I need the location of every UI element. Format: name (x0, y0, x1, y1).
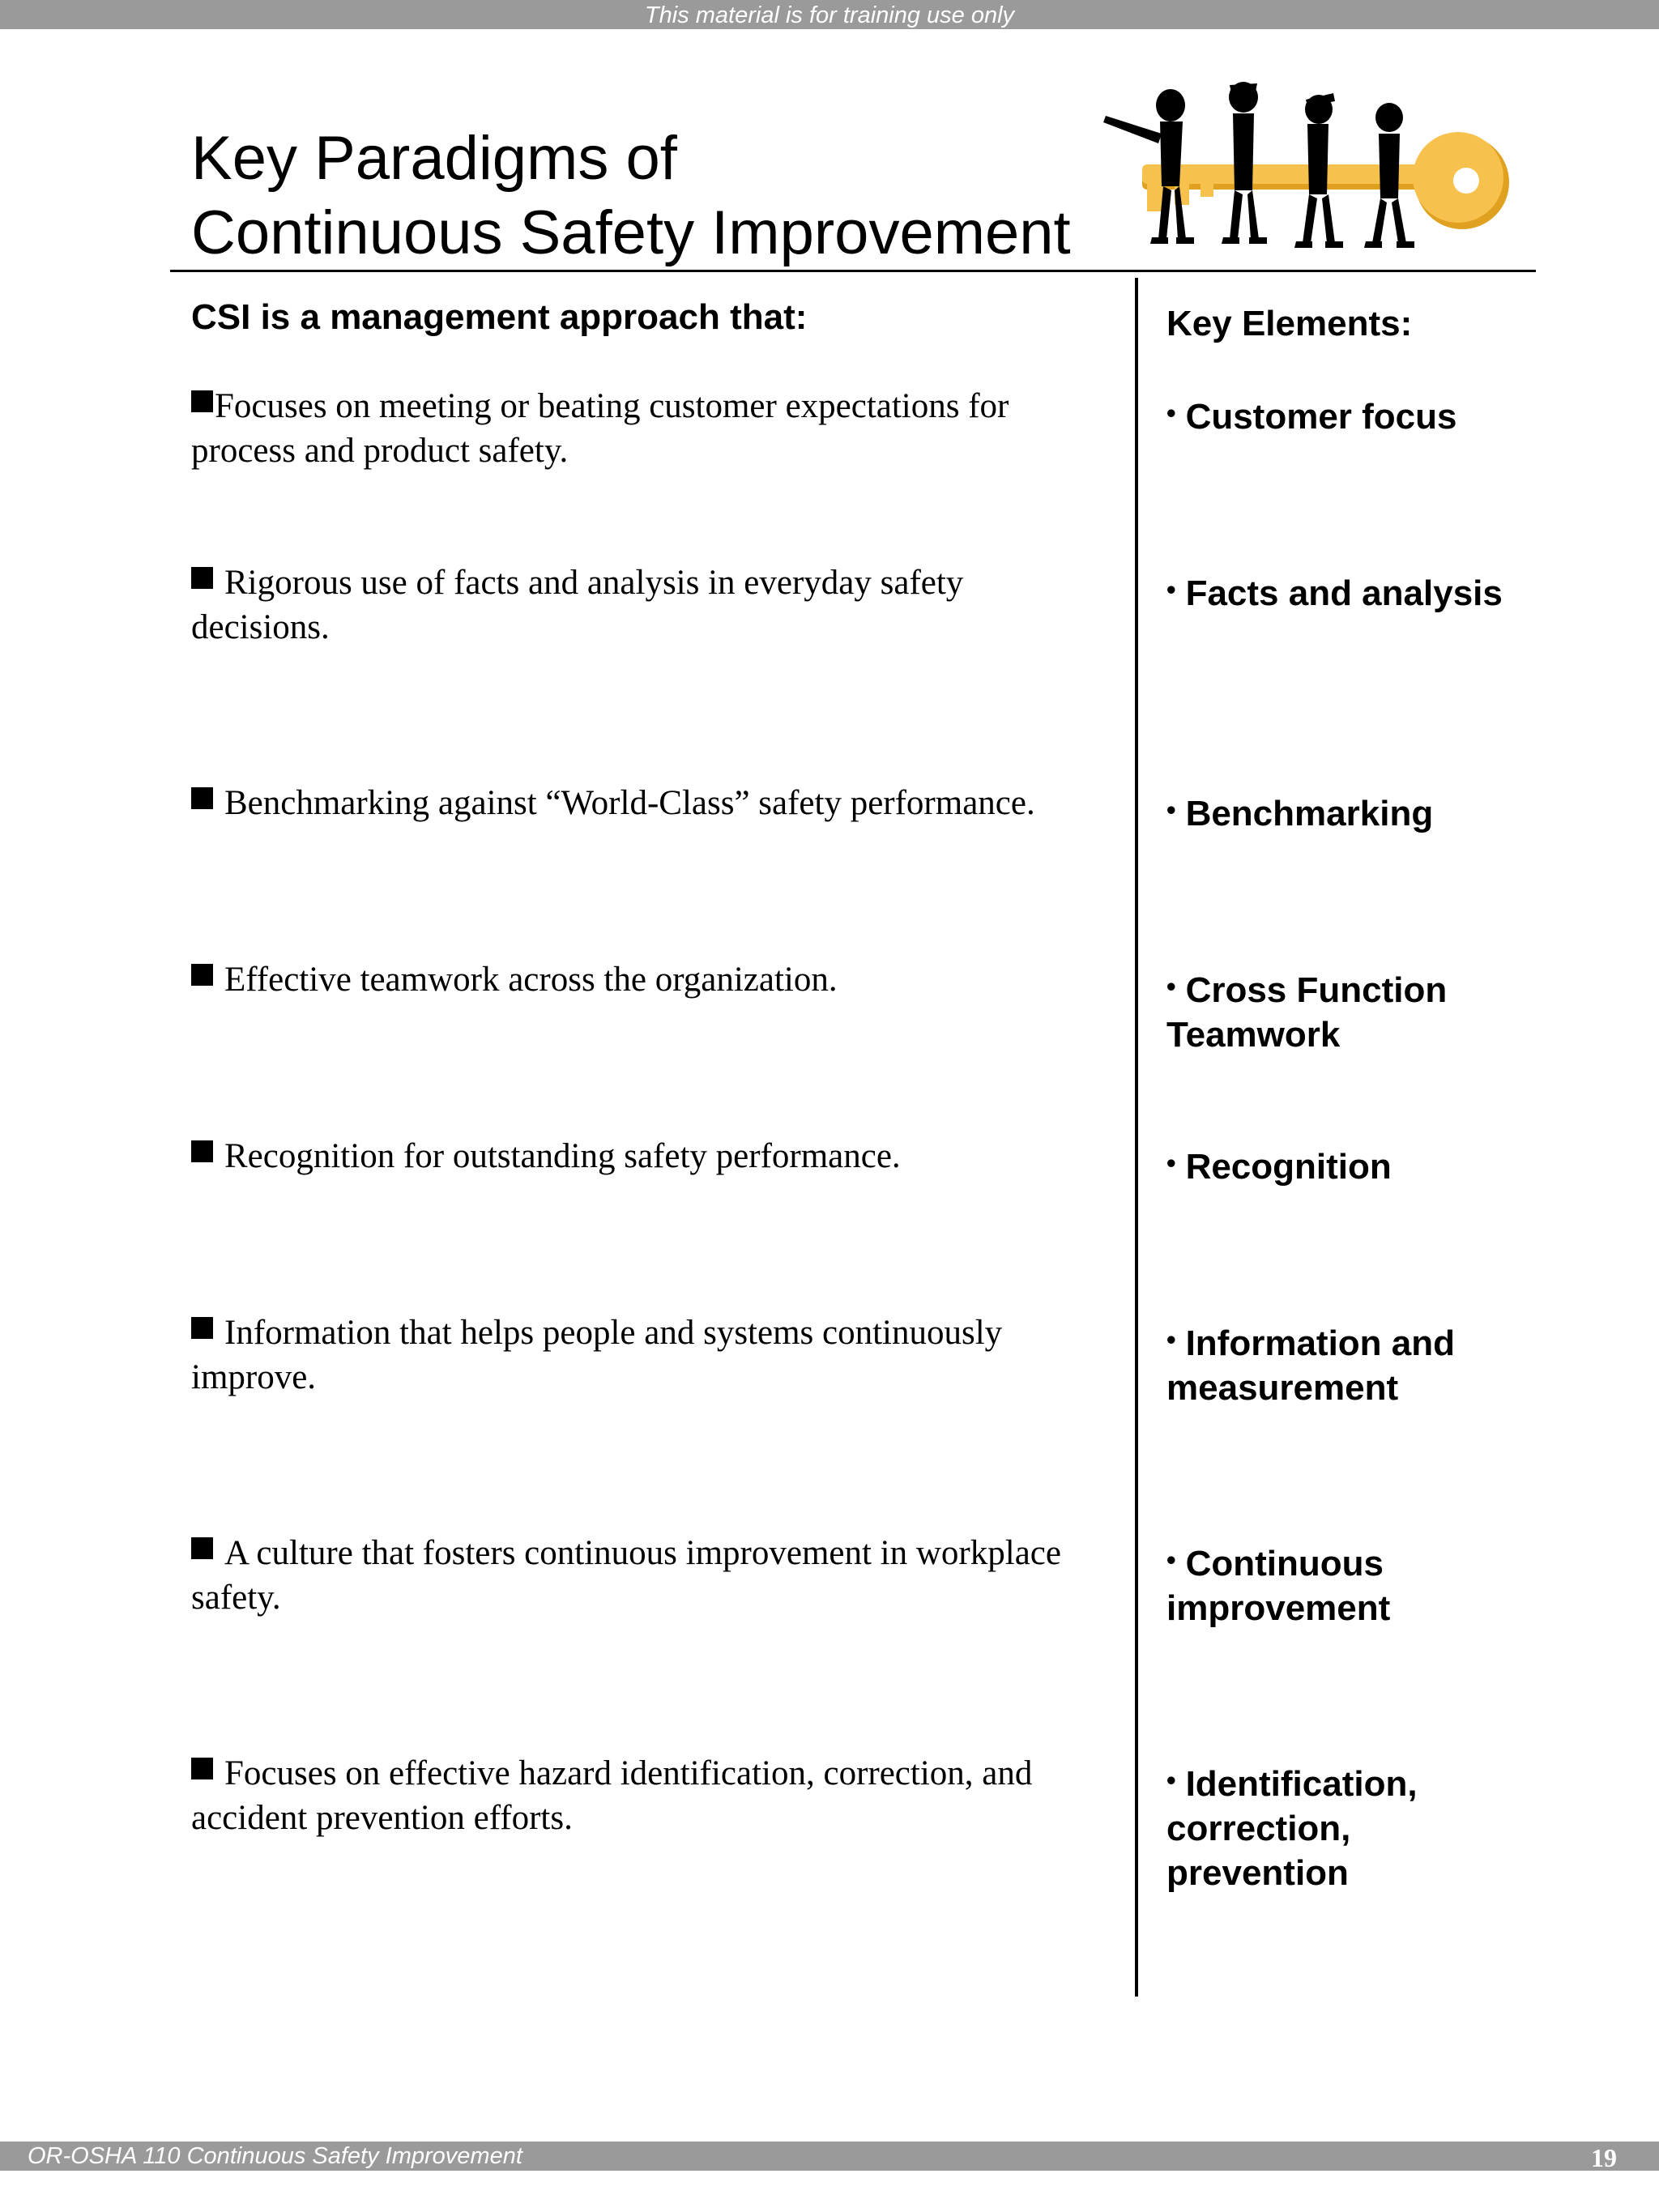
bullet-icon: • (1166, 1324, 1176, 1354)
point-text: A culture that fosters continuous improvement in workplace safety. (191, 1534, 1061, 1617)
square-bullet-icon (191, 567, 213, 589)
element-text: Continuous improvement (1166, 1544, 1391, 1628)
footer-bar (0, 2142, 1659, 2171)
element-facts-analysis (1166, 567, 1523, 616)
bullet-icon: • (1166, 971, 1176, 1001)
square-bullet-icon (191, 787, 213, 809)
right-column-heading: Key Elements: (1166, 304, 1413, 343)
square-bullet-icon (191, 1317, 213, 1339)
square-bullet-icon (191, 1758, 213, 1779)
point-culture (191, 1531, 1107, 1620)
point-information (191, 1311, 1107, 1400)
title-line-1: Key Paradigms of (191, 124, 677, 193)
element-text: Benchmarking (1185, 794, 1434, 833)
square-bullet-icon (191, 964, 213, 986)
element-customer-focus (1166, 390, 1523, 439)
point-text: Rigorous use of facts and analysis in everyday safety decisions. (191, 564, 964, 646)
element-benchmarking (1166, 787, 1523, 836)
element-text: Facts and analysis (1185, 573, 1503, 613)
element-text: Identification, correction, prevention (1166, 1764, 1418, 1893)
footer-course-title: OR-OSHA 110 Continuous Safety Improvement (28, 2143, 522, 2169)
element-text: Recognition (1185, 1147, 1392, 1187)
bullet-icon: • (1166, 1148, 1176, 1178)
element-identification-correction-prevention (1166, 1758, 1523, 1895)
point-hazard-identification (191, 1751, 1107, 1840)
person-icon (1222, 82, 1267, 244)
title-line-2: Continuous Safety Improvement (191, 198, 1071, 267)
square-bullet-icon (191, 390, 213, 412)
point-text: Benchmarking against “World-Class” safety performance. (224, 784, 1035, 822)
point-facts-analysis (191, 560, 1107, 650)
bullet-icon: • (1166, 398, 1176, 428)
title-rule (170, 270, 1536, 272)
point-text: Information that helps people and systems continuously improve. (191, 1314, 1003, 1396)
point-text: Recognition for outstanding safety performance. (224, 1137, 901, 1175)
column-divider (1135, 278, 1138, 1997)
bullet-icon: • (1166, 574, 1176, 604)
point-recognition (191, 1134, 1107, 1178)
square-bullet-icon (191, 1537, 213, 1559)
top-banner (0, 0, 1659, 29)
element-continuous-improvement (1166, 1537, 1523, 1630)
page-number: 19 (1591, 2143, 1617, 2172)
left-column-heading: CSI is a management approach that: (191, 297, 808, 337)
element-text: Cross Function Teamwork (1166, 970, 1448, 1055)
point-benchmarking (191, 781, 1107, 825)
page-title (191, 121, 1123, 271)
bullet-icon: • (1166, 795, 1176, 825)
team-carrying-key-icon (1094, 77, 1523, 263)
element-text: Information and measurement (1166, 1323, 1455, 1408)
banner-text: This material is for training use only (644, 2, 1015, 28)
square-bullet-icon (191, 1140, 213, 1162)
bullet-icon: • (1166, 1765, 1176, 1795)
element-text: Customer focus (1185, 397, 1457, 437)
bullet-icon: • (1166, 1545, 1176, 1575)
point-text: Effective teamwork across the organization. (224, 961, 838, 999)
element-information-measurement (1166, 1317, 1523, 1410)
element-recognition (1166, 1140, 1523, 1189)
point-teamwork (191, 957, 1107, 1002)
point-text: Focuses on meeting or beating customer expectations for process and product safety. (191, 387, 1009, 470)
point-text: Focuses on effective hazard identification, correction, and accident prevention efforts. (191, 1754, 1033, 1837)
element-cross-function-teamwork (1166, 964, 1523, 1057)
point-customer-focus (191, 384, 1107, 473)
